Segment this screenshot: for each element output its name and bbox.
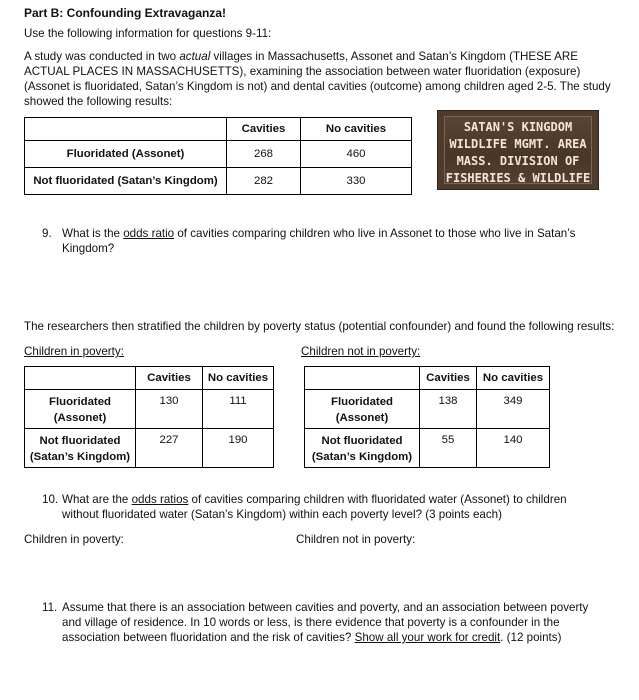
cell-no-cavities: 111 xyxy=(203,390,274,429)
table-row xyxy=(305,429,550,468)
cell-no-cavities: 140 xyxy=(477,429,550,468)
question-10-pre: What are the xyxy=(62,493,132,506)
row-label-line2: (Satan’s Kingdom) xyxy=(311,451,413,463)
page-title: Part B: Confounding Extravaganza! xyxy=(24,6,227,20)
row-label-fluoridated xyxy=(25,390,136,429)
sign-line-3: MASS. DIVISION OF xyxy=(456,154,580,168)
question-11-text xyxy=(62,600,607,645)
caption-children-not-in-poverty: Children not in poverty: xyxy=(301,345,421,358)
cell-fluoridated-no-cavities: 460 xyxy=(301,141,412,168)
cell-cavities: 55 xyxy=(420,429,477,468)
stratified-intro: The researchers then stratified the children by poverty status (potential confounder) and found the following results: xyxy=(24,320,615,333)
table-row xyxy=(25,141,412,168)
table-corner-cell xyxy=(25,367,136,390)
column-header-cavities: Cavities xyxy=(136,367,203,390)
row-label-line2: (Assonet) xyxy=(53,412,107,424)
cell-no-cavities: 349 xyxy=(477,390,550,429)
question-9-pre: What is the xyxy=(62,227,124,240)
question-10-text xyxy=(62,492,602,522)
question-11-underlined: Show all your work for credit xyxy=(354,631,501,644)
table-header-row xyxy=(25,118,412,141)
question-10-number: 10. xyxy=(42,493,59,506)
column-header-no-cavities: No cavities xyxy=(203,367,274,390)
cell-fluoridated-cavities: 268 xyxy=(227,141,301,168)
sign-line-1: SATAN'S KINGDOM xyxy=(463,120,573,134)
row-label-line2: (Satan’s Kingdom) xyxy=(29,451,131,463)
row-label-fluoridated: Fluoridated (Assonet) xyxy=(25,141,227,168)
column-header-no-cavities: No cavities xyxy=(301,118,412,141)
question-9-post: of cavities comparing children who live in Assonet to those who live in Satan’s Kingdom? xyxy=(62,227,576,255)
question-10-post: of cavities comparing children with fluoridated water (Assonet) to children without fluoridated water (Satan’s Kingdom) within each poverty level? (3 points each) xyxy=(62,493,567,521)
sign-line-4: FISHERIES & WILDLIFE xyxy=(445,171,591,185)
row-label-not-fluoridated: Not fluoridated (Satan’s Kingdom) xyxy=(25,168,227,195)
row-label-line1: Not fluoridated xyxy=(321,435,403,447)
question-9-number: 9. xyxy=(42,227,52,240)
study-description-part2: villages in Massachusetts, Assonet and Satan’s Kingdom (THESE ARE ACTUAL PLACES IN MASSACHUSETTS), examining the association between water fluoridation (exposure) (Assonet is fluoridated, Satan’s Kingdom is not) and dental cavities (outcome) among children aged 2-5. The study showed the following results: xyxy=(24,50,611,108)
poverty-table xyxy=(24,366,274,468)
sign-board xyxy=(444,116,592,184)
instructions-text: Use the following information for questions 9-11: xyxy=(24,27,272,40)
table-header-row xyxy=(305,367,550,390)
sign-line-2: WILDLIFE MGMT. AREA xyxy=(449,137,587,151)
row-label-line1: Fluoridated xyxy=(48,396,111,408)
cell-cavities: 138 xyxy=(420,390,477,429)
question-11-number: 11. xyxy=(42,601,58,614)
cell-not-fluoridated-no-cavities: 330 xyxy=(301,168,412,195)
question-9-underlined: odds ratio xyxy=(123,227,175,240)
caption-children-in-poverty: Children in poverty: xyxy=(24,345,124,358)
question-11-pre: Assume that there is an association between cavities and poverty, and an association between poverty and village of residence. In 10 words or less, is there evidence that poverty is a confounder in the association between fluoridation and the risk of cavities? xyxy=(62,601,589,644)
column-header-cavities: Cavities xyxy=(420,367,477,390)
column-header-cavities: Cavities xyxy=(227,118,301,141)
row-label-line1: Not fluoridated xyxy=(39,435,121,447)
cell-no-cavities: 190 xyxy=(203,429,274,468)
satans-kingdom-sign-photo xyxy=(437,110,599,190)
row-label-not-fluoridated xyxy=(25,429,136,468)
table-row xyxy=(25,168,412,195)
study-description xyxy=(24,49,614,109)
cell-not-fluoridated-cavities: 282 xyxy=(227,168,301,195)
answer-label-poverty: Children in poverty: xyxy=(24,533,124,546)
table-row xyxy=(25,390,274,429)
row-label-not-fluoridated xyxy=(305,429,420,468)
question-11-post: . (12 points) xyxy=(500,631,562,644)
table-header-row xyxy=(25,367,274,390)
table-corner-cell xyxy=(305,367,420,390)
answer-label-not-poverty: Children not in poverty: xyxy=(296,533,416,546)
study-description-part1: A study was conducted in two xyxy=(24,50,180,63)
table-row xyxy=(305,390,550,429)
row-label-line2: (Assonet) xyxy=(335,412,389,424)
table-corner-cell xyxy=(25,118,227,141)
study-description-italic: actual xyxy=(179,50,211,63)
results-table xyxy=(24,117,412,195)
cell-cavities: 130 xyxy=(136,390,203,429)
question-9-text xyxy=(62,226,582,256)
not-poverty-table xyxy=(304,366,550,468)
question-10-underlined: odds ratios xyxy=(131,493,189,506)
row-label-fluoridated xyxy=(305,390,420,429)
row-label-line1: Fluoridated xyxy=(330,396,393,408)
column-header-no-cavities: No cavities xyxy=(477,367,550,390)
cell-cavities: 227 xyxy=(136,429,203,468)
table-row xyxy=(25,429,274,468)
